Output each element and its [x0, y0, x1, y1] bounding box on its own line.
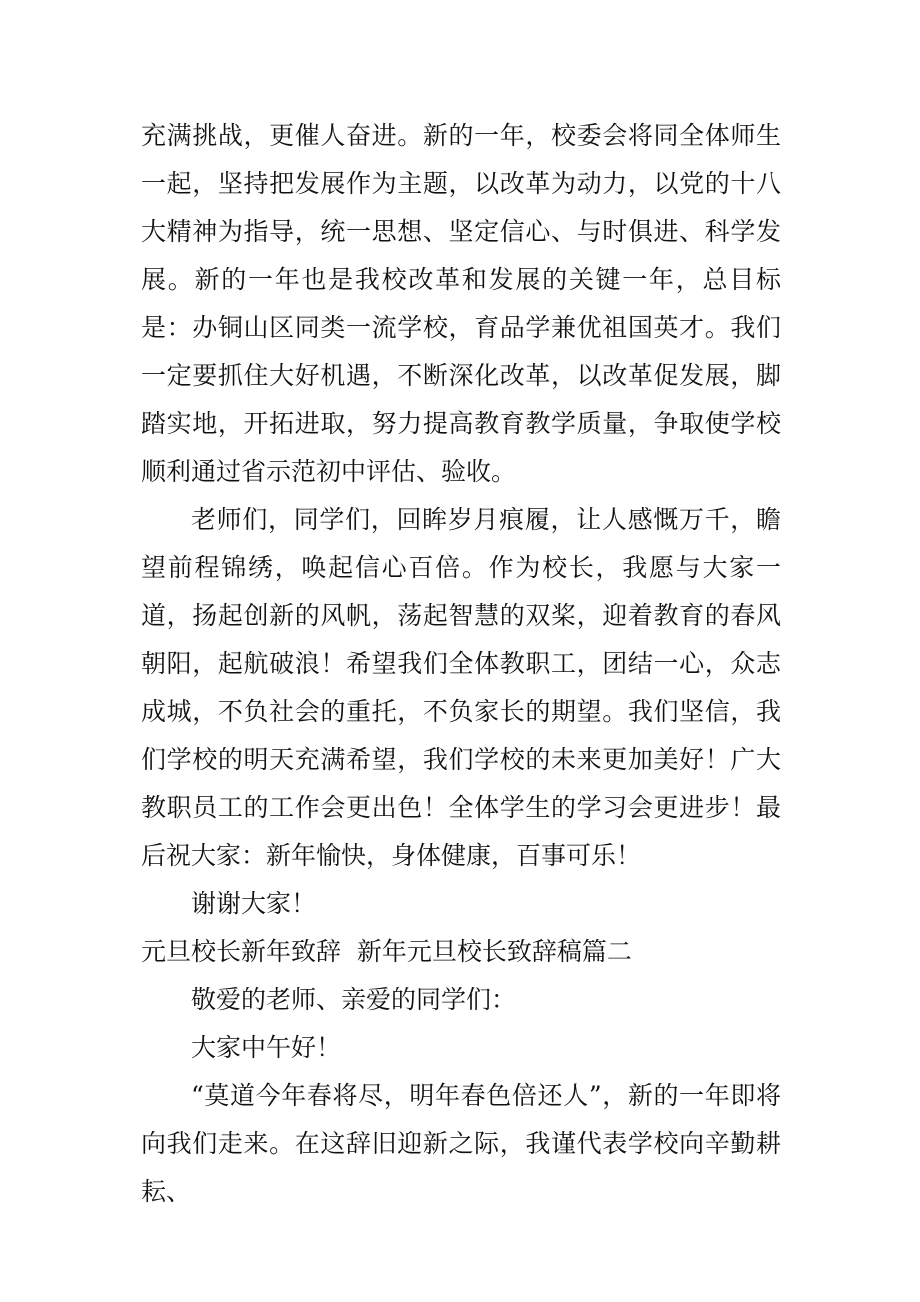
paragraph-salutation: 敬爱的老师、亲爱的同学们：	[191, 985, 517, 1014]
paragraph-greeting: 大家中午好！	[191, 1033, 342, 1062]
paragraph-thanks: 谢谢大家！	[191, 889, 317, 918]
section-heading: 元旦校长新年致辞 新年元旦校长致辞稿篇二	[141, 937, 632, 966]
document-page	[141, 112, 781, 1216]
paragraph-opening: “莫道今年春将尽，明年春色倍还人”，新的一年即将向我们走来。在这辞旧迎新之际，我谨代表学校向辛勤耕耘、	[141, 1081, 781, 1206]
paragraph-closing-speech: 老师们，同学们，回眸岁月痕履，让人感慨万千，瞻望前程锦绣，唤起信心百倍。作为校长，我愿与大家一道，扬起创新的风帆，荡起智慧的双桨，迎着教育的春风朝阳，起航破浪！希望我们全体教职工，团结一心，众志成城，不负社会的重托，不负家长的期望。我们坚信，我们学校的明天充满希望，我们学校的未来更加美好！广大教职员工的工作会更出色！全体学生的学习会更进步！最后祝大家：新年愉快，身体健康，百事可乐！	[141, 505, 781, 870]
paragraph-continuation: 充满挑战，更催人奋进。新的一年，校委会将同全体师生一起，坚持把发展作为主题，以改革为动力，以党的十八大精神为指导，统一思想、坚定信心、与时俱进、科学发展。新的一年也是我校改革和发展的关键一年，总目标是：办铜山区同类一流学校，育品学兼优祖国英才。我们一定要抓住大好机遇，不断深化改革，以改革促发展，脚踏实地，开拓进取，努力提高教育教学质量，争取使学校顺利通过省示范初中评估、验收。	[141, 121, 781, 486]
